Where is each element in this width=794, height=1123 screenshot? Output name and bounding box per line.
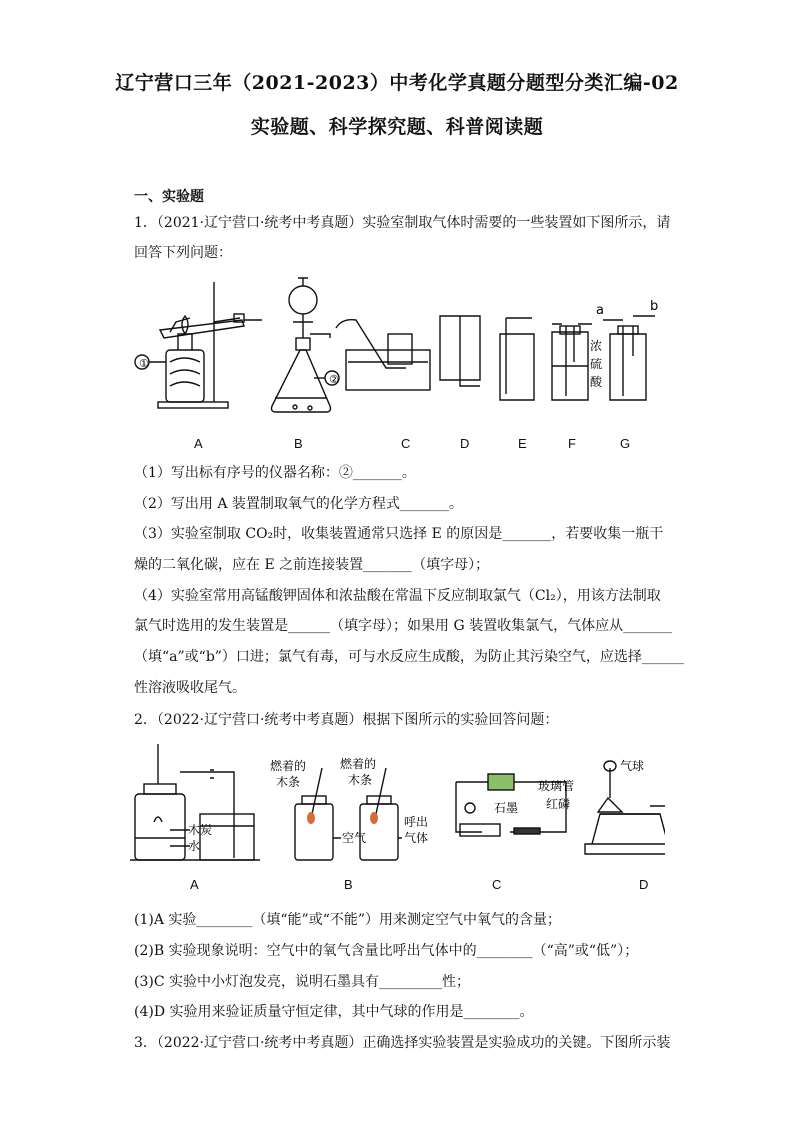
burning1-line2: 木条: [276, 775, 301, 789]
q1-stem-line1: 1．（2021·辽宁营口·统考中考真题）实验室制取气体时需要的一些装置如下图所示，请: [134, 215, 671, 231]
fig1-label-b: B: [294, 436, 303, 451]
q1-sub4-line4: 性溶液吸收尾气。: [134, 680, 246, 696]
q1-sub4-line1: （4）实验室常用高锰酸钾固体和浓盐酸在常温下反应制取氯气（Cl₂），用该方法制取: [134, 588, 661, 604]
circle-1-label: ①: [139, 357, 149, 370]
q2-stem: 2．（2022·辽宁营口·统考中考真题）根据下图所示的实验回答问题：: [134, 712, 559, 728]
port-a-label: a: [596, 303, 604, 318]
q1-sub1: （1）写出标有序号的仪器名称：②_______。: [134, 465, 416, 481]
exhaled-line2: 气体: [404, 831, 429, 845]
q2-sub1: (1)A 实验________（填“能”或“不能”）用来测定空气中氧气的含量；: [134, 912, 562, 928]
fig2-label-a: A: [190, 877, 199, 892]
charcoal-label: 木炭: [188, 823, 213, 837]
fig2-label-b: B: [344, 877, 353, 892]
q1-sub4-line2: 氯气时选用的发生装置是______（填字母）；如果用 G 装置收集氯气，气体应从_______: [134, 618, 673, 634]
burning2-line1: 燃着的: [340, 757, 377, 771]
port-b-label: b: [650, 299, 659, 314]
exhaled-line1: 呼出: [404, 815, 429, 829]
fig1-label-g: G: [620, 436, 631, 451]
acid-char-1: 浓: [590, 339, 603, 353]
q1-sub4-line3: （填“a”或“b”）口进；氯气有毒，可与水反应生成酸，为防止其污染空气，应选择______: [134, 649, 684, 665]
title-line-2: 实验题、科学探究题、科普阅读题: [250, 116, 544, 138]
burning1-line1: 燃着的: [270, 759, 307, 773]
q1-sub2: （2）写出用 A 装置制取氧气的化学方程式_______。: [134, 496, 463, 512]
fig2-label-c: C: [492, 877, 502, 892]
q1-apparatus-figure: [130, 270, 665, 460]
q2-experiments-figure: [130, 742, 665, 872]
fig1-label-e: E: [518, 436, 527, 451]
acid-char-2: 硫: [590, 357, 603, 371]
title-line-1: 辽宁营口三年（2021-2023）中考化学真题分题型分类汇编-02: [115, 72, 679, 94]
q2-sub3: (3)C 实验中小灯泡发亮，说明石墨具有_________性；: [134, 974, 470, 990]
fig1-label-a: A: [194, 436, 203, 451]
balloon-label: 气球: [620, 759, 645, 773]
fig1-label-c: C: [401, 436, 411, 451]
air-label: 空气: [342, 831, 367, 845]
water-label: 水: [188, 839, 201, 853]
fig2-label-d: D: [639, 877, 649, 892]
fig1-label-d: D: [460, 436, 470, 451]
q1-sub3-line2: 燥的二氧化碳，应在 E 之前连接装置_______（填字母）；: [134, 557, 490, 573]
graphite-label: 石墨: [494, 801, 519, 815]
burning2-line2: 木条: [348, 773, 373, 787]
stand-base: [158, 402, 228, 408]
glass-tube-label: 玻璃管: [538, 779, 575, 793]
section-heading: 一、实验题: [134, 189, 204, 205]
q3-stem: 3．（2022·辽宁营口·统考中考真题）正确选择实验装置是实验成功的关键。下图所示装: [134, 1035, 671, 1051]
acid-char-3: 酸: [590, 375, 603, 389]
q2-sub2: (2)B 实验现象说明：空气中的氧气含量比呼出气体中的________（“高”或“低”）；: [134, 943, 639, 959]
q1-sub3-line1: （3）实验室制取 CO₂时，收集装置通常只选择 E 的原因是_______，若要收集一瓶干: [134, 526, 664, 542]
fig1-label-f: F: [568, 436, 576, 451]
q2-sub4: (4)D 实验用来验证质量守恒定律，其中气球的作用是________。: [134, 1004, 534, 1020]
q1-stem-line2: 回答下列问题：: [134, 245, 232, 261]
circle-2-label: ②: [329, 373, 339, 386]
red-phosphorus-label: 红磷: [546, 797, 571, 811]
